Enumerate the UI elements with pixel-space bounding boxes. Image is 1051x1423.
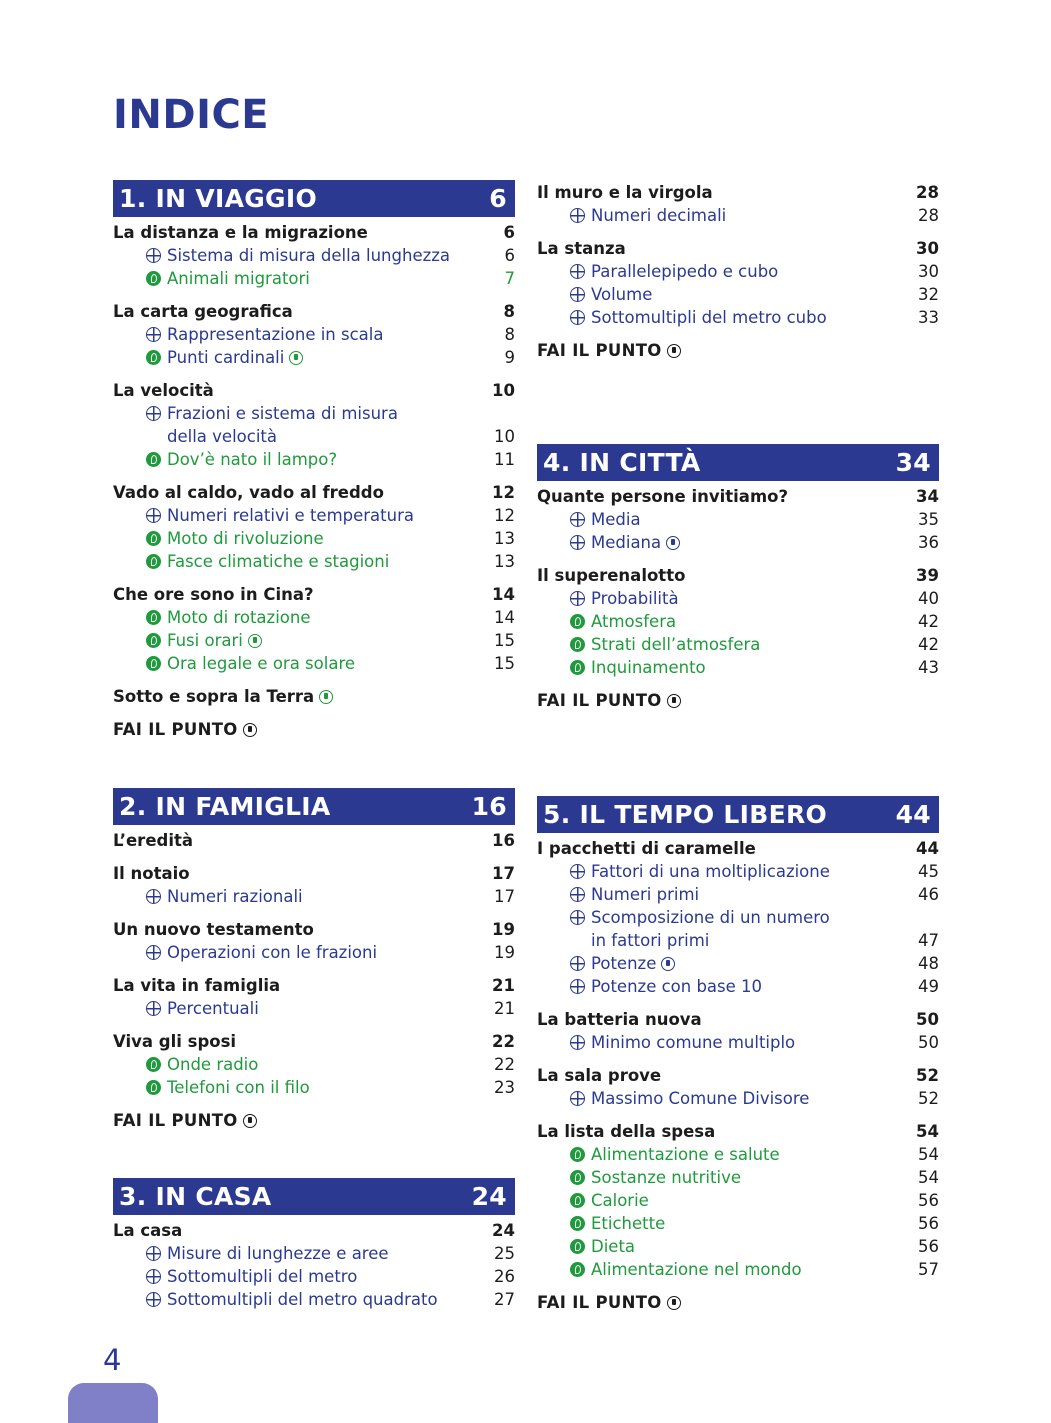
- science-leaf-icon: [146, 610, 161, 625]
- page-tab: [68, 1383, 158, 1423]
- lesson: [537, 181, 939, 227]
- topic-item[interactable]: [537, 1189, 939, 1212]
- chapter-title: 3. IN CASA: [119, 1182, 272, 1211]
- topic-page: 54: [918, 1145, 939, 1164]
- topic-page: 43: [918, 658, 939, 677]
- hand-icon: [319, 690, 333, 704]
- topic-item[interactable]: [113, 267, 515, 290]
- lesson: [537, 485, 939, 554]
- topic-item[interactable]: [113, 1288, 515, 1311]
- hand-icon: [243, 1114, 257, 1128]
- lesson-page: 30: [916, 239, 939, 258]
- math-grid-icon: [146, 248, 161, 263]
- lesson: [113, 379, 515, 471]
- topic-page: 57: [918, 1260, 939, 1279]
- topic-label: Dieta: [591, 1237, 636, 1256]
- topic-label: Sistema di misura della lunghezza: [167, 246, 451, 265]
- chapter-page: 44: [895, 800, 931, 829]
- lesson-title: La distanza e la migrazione: [113, 223, 368, 242]
- lesson-page: 21: [492, 976, 515, 995]
- science-leaf-icon: [570, 637, 585, 652]
- lesson-title: Il superenalotto: [537, 566, 686, 585]
- chapter-banner[interactable]: [113, 180, 515, 217]
- topic-label: Strati dell’atmosfera: [591, 635, 761, 654]
- chapter-page: 16: [471, 792, 507, 821]
- lesson: [113, 862, 515, 908]
- topic-label: Minimo comune multiplo: [591, 1033, 796, 1052]
- topic-label: Numeri relativi e temperatura: [167, 506, 414, 525]
- topic-page: 27: [494, 1290, 515, 1309]
- topic-page: 40: [918, 589, 939, 608]
- lesson-row[interactable]: [537, 1064, 939, 1087]
- lesson-title: La carta geografica: [113, 302, 293, 321]
- topic-label: Massimo Comune Divisore: [591, 1089, 810, 1108]
- topic-item[interactable]: [113, 941, 515, 964]
- math-grid-icon: [570, 535, 585, 550]
- lesson-row[interactable]: [113, 583, 515, 606]
- topic-label: Numeri razionali: [167, 887, 303, 906]
- lesson: [113, 1219, 515, 1311]
- lesson-title: Viva gli sposi: [113, 1032, 237, 1051]
- chapter-2: [113, 788, 515, 1132]
- topic-label: Percentuali: [167, 999, 259, 1018]
- topic-item[interactable]: [537, 260, 939, 283]
- topic-page: 36: [918, 533, 939, 552]
- topic-item[interactable]: [537, 860, 939, 883]
- hand-icon: [666, 536, 680, 550]
- lesson: [537, 1064, 939, 1110]
- science-leaf-icon: [146, 656, 161, 671]
- topic-item[interactable]: [537, 306, 939, 329]
- topic-page: 52: [918, 1089, 939, 1108]
- topic-label: Sottomultipli del metro: [167, 1267, 358, 1286]
- math-grid-icon: [570, 864, 585, 879]
- math-grid-icon: [146, 1269, 161, 1284]
- topic-page: 15: [494, 654, 515, 673]
- math-grid-icon: [570, 1035, 585, 1050]
- topic-item[interactable]: [537, 883, 939, 906]
- math-grid-icon: [146, 508, 161, 523]
- topic-label: Animali migratori: [167, 269, 310, 288]
- topic-label: Sottomultipli del metro cubo: [591, 308, 827, 327]
- lesson-page: 16: [492, 831, 515, 850]
- topic-item[interactable]: [113, 1076, 515, 1099]
- lesson-title: La casa: [113, 1221, 183, 1240]
- topic-item[interactable]: [113, 885, 515, 908]
- hand-icon: [667, 344, 681, 358]
- lesson-title: La batteria nuova: [537, 1010, 702, 1029]
- hand-icon: [243, 723, 257, 737]
- lesson-title: La vita in famiglia: [113, 976, 281, 995]
- topic-label: Alimentazione e salute: [591, 1145, 780, 1164]
- fai-il-punto[interactable]: [537, 1291, 939, 1314]
- topic-item[interactable]: [113, 1242, 515, 1265]
- lesson-title: Che ore sono in Cina?: [113, 585, 314, 604]
- lesson-row[interactable]: [113, 1219, 515, 1242]
- topic-label-continued: in fattori primi: [591, 931, 710, 950]
- math-grid-icon: [146, 1292, 161, 1307]
- math-grid-icon: [570, 979, 585, 994]
- chapter-page: 24: [471, 1182, 507, 1211]
- science-leaf-icon: [570, 1216, 585, 1231]
- math-grid-icon: [146, 889, 161, 904]
- topic-item[interactable]: [113, 1053, 515, 1076]
- topic-label: Fattori di una moltiplicazione: [591, 862, 830, 881]
- lesson-title: Un nuovo testamento: [113, 920, 314, 939]
- math-grid-icon: [146, 945, 161, 960]
- topic-page: 54: [918, 1168, 939, 1187]
- topic-label: Potenze: [591, 954, 657, 973]
- topic-label: Frazioni e sistema di misura: [167, 404, 398, 423]
- lesson-title: La lista della spesa: [537, 1122, 716, 1141]
- topic-page: 17: [494, 887, 515, 906]
- lesson: [113, 918, 515, 964]
- chapter-title: 5. IL TEMPO LIBERO: [543, 800, 828, 829]
- topic-item[interactable]: [537, 1258, 939, 1281]
- science-leaf-icon: [146, 1080, 161, 1095]
- lesson-page: 44: [916, 839, 939, 858]
- fai-il-punto[interactable]: [113, 1109, 515, 1132]
- topic-label: Moto di rivoluzione: [167, 529, 324, 548]
- chapter-4: [537, 444, 939, 712]
- chapter-5: [537, 796, 939, 1314]
- topic-page: 12: [494, 506, 515, 525]
- topic-label: Numeri decimali: [591, 206, 727, 225]
- topic-label: Misure di lunghezze e aree: [167, 1244, 389, 1263]
- fai-il-punto-label: FAI IL PUNTO: [113, 1111, 238, 1130]
- topic-item[interactable]: [113, 997, 515, 1020]
- math-grid-icon: [570, 287, 585, 302]
- topic-item[interactable]: [537, 508, 939, 531]
- lesson: [537, 837, 939, 998]
- fai-il-punto-label: FAI IL PUNTO: [537, 691, 662, 710]
- chapter-banner[interactable]: [113, 1178, 515, 1215]
- lesson-row[interactable]: [113, 685, 515, 708]
- lesson-row[interactable]: [113, 918, 515, 941]
- topic-page: 23: [494, 1078, 515, 1097]
- topic-item[interactable]: [537, 952, 939, 975]
- topic-page: 33: [918, 308, 939, 327]
- topic-page: 10: [494, 427, 515, 446]
- topic-page: 26: [494, 1267, 515, 1286]
- topic-item[interactable]: [113, 504, 515, 527]
- math-grid-icon: [570, 512, 585, 527]
- topic-item[interactable]: [537, 633, 939, 656]
- topic-item[interactable]: [113, 527, 515, 550]
- topic-label: Numeri primi: [591, 885, 700, 904]
- topic-page: 15: [494, 631, 515, 650]
- chapter-banner[interactable]: [113, 788, 515, 825]
- lesson-page: 24: [492, 1221, 515, 1240]
- chapter-page: 6: [489, 184, 507, 213]
- lesson-title: I pacchetti di caramelle: [537, 839, 756, 858]
- topic-item[interactable]: [113, 606, 515, 629]
- topic-label: Volume: [591, 285, 653, 304]
- science-leaf-icon: [570, 1262, 585, 1277]
- topic-label: Mediana: [591, 533, 662, 552]
- topic-item[interactable]: [113, 1265, 515, 1288]
- science-leaf-icon: [570, 1193, 585, 1208]
- topic-page: 9: [504, 348, 515, 367]
- lesson-title: Quante persone invitiamo?: [537, 487, 789, 506]
- lesson-row[interactable]: [113, 974, 515, 997]
- chapter-3: [113, 1178, 515, 1321]
- fai-il-punto[interactable]: [113, 718, 515, 741]
- topic-item[interactable]: [113, 550, 515, 573]
- math-grid-icon: [146, 1246, 161, 1261]
- chapter-banner[interactable]: [537, 444, 939, 481]
- lesson-title: La velocità: [113, 381, 214, 400]
- topic-page: 50: [918, 1033, 939, 1052]
- topic-label: Onde radio: [167, 1055, 259, 1074]
- topic-page: 49: [918, 977, 939, 996]
- lesson: [537, 237, 939, 329]
- lesson-page: 6: [503, 223, 515, 242]
- topic-item[interactable]: [537, 283, 939, 306]
- lesson-row[interactable]: [113, 300, 515, 323]
- hand-icon: [289, 351, 303, 365]
- topic-label: Moto di rotazione: [167, 608, 311, 627]
- chapter-title: 4. IN CITTÀ: [543, 448, 701, 477]
- topic-page: 7: [504, 269, 515, 288]
- topic-page: 56: [918, 1214, 939, 1233]
- lesson-title: Sotto e sopra la Terra: [113, 687, 315, 706]
- topic-page: 21: [494, 999, 515, 1018]
- lesson-row[interactable]: [537, 181, 939, 204]
- topic-label: Sostanze nutritive: [591, 1168, 741, 1187]
- math-grid-icon: [146, 1001, 161, 1016]
- topic-item[interactable]: [537, 587, 939, 610]
- hand-icon: [661, 957, 675, 971]
- science-leaf-icon: [146, 633, 161, 648]
- science-leaf-icon: [146, 350, 161, 365]
- chapter-page: 34: [895, 448, 931, 477]
- lesson: [113, 221, 515, 290]
- topic-label: Probabilità: [591, 589, 679, 608]
- topic-item[interactable]: [113, 402, 515, 448]
- page-number: 4: [103, 1343, 122, 1377]
- lesson: [113, 829, 515, 852]
- math-grid-icon: [570, 1091, 585, 1106]
- topic-page: 45: [918, 862, 939, 881]
- topic-page: 32: [918, 285, 939, 304]
- topic-page: 56: [918, 1191, 939, 1210]
- topic-label: Scomposizione di un numero: [591, 908, 830, 927]
- science-leaf-icon: [146, 271, 161, 286]
- topic-page: 8: [504, 325, 515, 344]
- fai-il-punto-label: FAI IL PUNTO: [537, 341, 662, 360]
- topic-item[interactable]: [113, 448, 515, 471]
- lesson-title: La stanza: [537, 239, 626, 258]
- hand-icon: [248, 634, 262, 648]
- topic-page: 48: [918, 954, 939, 973]
- lesson: [113, 583, 515, 675]
- topic-label: Media: [591, 510, 641, 529]
- math-grid-icon: [146, 327, 161, 342]
- lesson-row[interactable]: [113, 862, 515, 885]
- lesson-page: 22: [492, 1032, 515, 1051]
- topic-page: 35: [918, 510, 939, 529]
- lesson-row[interactable]: [537, 564, 939, 587]
- science-leaf-icon: [146, 1057, 161, 1072]
- topic-label: Parallelepipedo e cubo: [591, 262, 779, 281]
- topic-page: 11: [494, 450, 515, 469]
- topic-label: Dov’è nato il lampo?: [167, 450, 338, 469]
- lesson-title: La sala prove: [537, 1066, 662, 1085]
- math-grid-icon: [146, 406, 161, 421]
- lesson-title: L’eredità: [113, 831, 193, 850]
- math-grid-icon: [570, 208, 585, 223]
- science-leaf-icon: [146, 531, 161, 546]
- topic-item[interactable]: [537, 1235, 939, 1258]
- topic-label: Atmosfera: [591, 612, 677, 631]
- topic-item[interactable]: [537, 1212, 939, 1235]
- science-leaf-icon: [570, 1147, 585, 1162]
- lesson-row[interactable]: [537, 237, 939, 260]
- topic-label: Potenze con base 10: [591, 977, 763, 996]
- science-leaf-icon: [570, 1170, 585, 1185]
- topic-item[interactable]: [537, 610, 939, 633]
- topic-label: Alimentazione nel mondo: [591, 1260, 802, 1279]
- math-grid-icon: [570, 591, 585, 606]
- chapter-title: 2. IN FAMIGLIA: [119, 792, 331, 821]
- topic-item[interactable]: [537, 1166, 939, 1189]
- lesson: [113, 481, 515, 573]
- topic-label: Operazioni con le frazioni: [167, 943, 378, 962]
- math-grid-icon: [570, 910, 585, 925]
- lesson: [113, 685, 515, 708]
- topic-item[interactable]: [113, 652, 515, 675]
- lesson: [537, 1120, 939, 1281]
- science-leaf-icon: [570, 1239, 585, 1254]
- topic-item[interactable]: [113, 244, 515, 267]
- topic-item[interactable]: [113, 323, 515, 346]
- topic-item[interactable]: [537, 1031, 939, 1054]
- science-leaf-icon: [146, 452, 161, 467]
- lesson-row[interactable]: [537, 1120, 939, 1143]
- lesson-page: 52: [916, 1066, 939, 1085]
- topic-item[interactable]: [537, 531, 939, 554]
- lesson-row[interactable]: [113, 379, 515, 402]
- topic-label: Inquinamento: [591, 658, 706, 677]
- chapter-banner[interactable]: [537, 796, 939, 833]
- lesson-title: Vado al caldo, vado al freddo: [113, 483, 384, 502]
- lesson-page: 8: [503, 302, 515, 321]
- topic-item[interactable]: [113, 629, 515, 652]
- topic-label: Sottomultipli del metro quadrato: [167, 1290, 438, 1309]
- topic-label: Rappresentazione in scala: [167, 325, 384, 344]
- lesson: [537, 564, 939, 679]
- math-grid-icon: [570, 956, 585, 971]
- science-leaf-icon: [570, 660, 585, 675]
- lesson-page: 34: [916, 487, 939, 506]
- topic-page: 13: [494, 552, 515, 571]
- topic-label: Calorie: [591, 1191, 649, 1210]
- lesson-page: 54: [916, 1122, 939, 1141]
- topic-label: Fasce climatiche e stagioni: [167, 552, 390, 571]
- topic-item[interactable]: [537, 1143, 939, 1166]
- topic-page: 56: [918, 1237, 939, 1256]
- topic-label: Etichette: [591, 1214, 666, 1233]
- math-grid-icon: [570, 310, 585, 325]
- lesson-page: 19: [492, 920, 515, 939]
- lesson-page: 17: [492, 864, 515, 883]
- topic-page: 42: [918, 635, 939, 654]
- lesson-title: Il muro e la virgola: [537, 183, 713, 202]
- chapter-3-continued: [537, 181, 939, 362]
- lesson: [537, 1008, 939, 1054]
- lesson-page: 14: [492, 585, 515, 604]
- topic-label: Punti cardinali: [167, 348, 285, 367]
- topic-item[interactable]: [537, 1087, 939, 1110]
- lesson-title: Il notaio: [113, 864, 190, 883]
- hand-icon: [667, 1296, 681, 1310]
- topic-page: 28: [918, 206, 939, 225]
- topic-item[interactable]: [113, 346, 515, 369]
- lesson-page: 50: [916, 1010, 939, 1029]
- lesson-page: 10: [492, 381, 515, 400]
- lesson: [113, 300, 515, 369]
- fai-il-punto-label: FAI IL PUNTO: [537, 1293, 662, 1312]
- topic-label: Telefoni con il filo: [167, 1078, 310, 1097]
- topic-page: 47: [918, 931, 939, 950]
- topic-label-continued: della velocità: [167, 427, 277, 446]
- topic-page: 46: [918, 885, 939, 904]
- topic-item[interactable]: [537, 656, 939, 679]
- topic-label: Fusi orari: [167, 631, 243, 650]
- lesson-row[interactable]: [113, 1030, 515, 1053]
- topic-page: 14: [494, 608, 515, 627]
- lesson-page: 28: [916, 183, 939, 202]
- science-leaf-icon: [570, 614, 585, 629]
- lesson-row[interactable]: [537, 1008, 939, 1031]
- math-grid-icon: [570, 264, 585, 279]
- topic-page: 19: [494, 943, 515, 962]
- lesson-page: 12: [492, 483, 515, 502]
- science-leaf-icon: [146, 554, 161, 569]
- lesson: [113, 1030, 515, 1099]
- lesson-row[interactable]: [113, 829, 515, 852]
- math-grid-icon: [570, 887, 585, 902]
- topic-page: 30: [918, 262, 939, 281]
- fai-il-punto[interactable]: [537, 339, 939, 362]
- topic-item[interactable]: [537, 204, 939, 227]
- lesson-row[interactable]: [113, 221, 515, 244]
- topic-label: Ora legale e ora solare: [167, 654, 356, 673]
- topic-page: 22: [494, 1055, 515, 1074]
- chapter-title: 1. IN VIAGGIO: [119, 184, 318, 213]
- topic-page: 42: [918, 612, 939, 631]
- topic-page: 25: [494, 1244, 515, 1263]
- fai-il-punto[interactable]: [537, 689, 939, 712]
- topic-item[interactable]: [537, 975, 939, 998]
- lesson-row[interactable]: [537, 837, 939, 860]
- lesson-row[interactable]: [537, 485, 939, 508]
- topic-item[interactable]: [537, 906, 939, 952]
- topic-page: 6: [504, 246, 515, 265]
- fai-il-punto-label: FAI IL PUNTO: [113, 720, 238, 739]
- topic-page: 13: [494, 529, 515, 548]
- lesson-page: 39: [916, 566, 939, 585]
- page-title: INDICE: [113, 92, 270, 138]
- chapter-1: [113, 180, 515, 741]
- hand-icon: [667, 694, 681, 708]
- lesson-row[interactable]: [113, 481, 515, 504]
- lesson: [113, 974, 515, 1020]
